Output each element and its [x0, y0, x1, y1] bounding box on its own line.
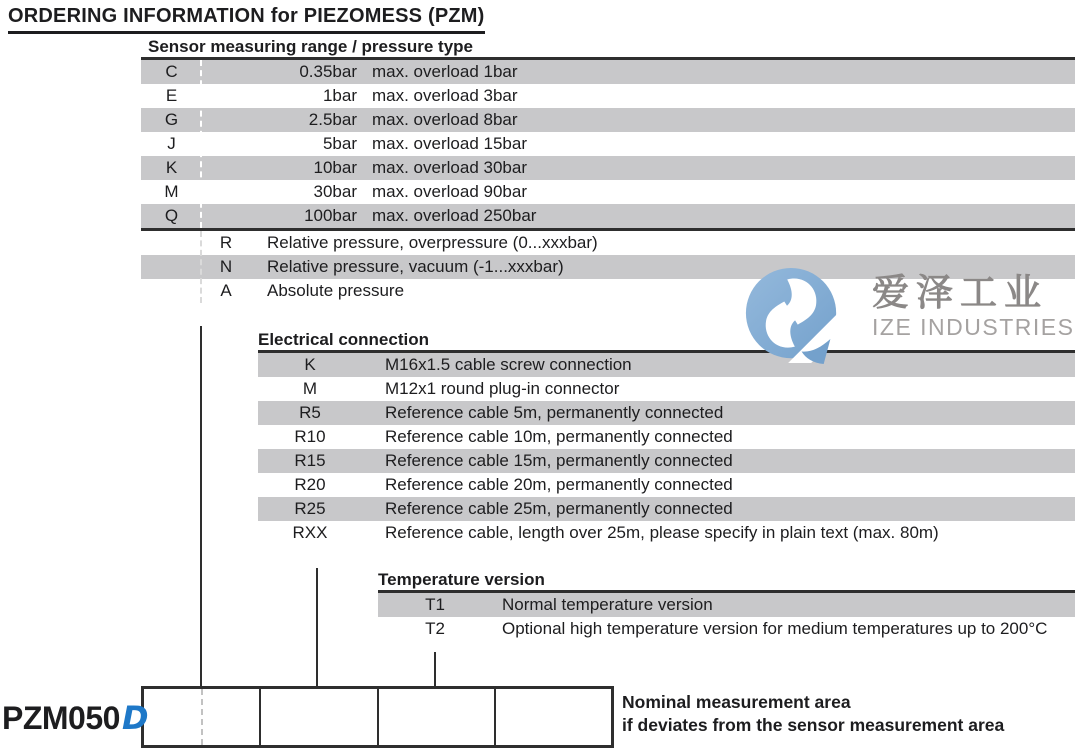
page-title: ORDERING INFORMATION for PIEZOMESS (PZM)	[8, 5, 485, 34]
order-code-boxes	[141, 686, 614, 748]
watermark-text	[872, 273, 1074, 340]
electrical-body	[258, 350, 1075, 545]
electrical-code: R25	[294, 499, 326, 518]
electrical-code: R5	[299, 403, 321, 422]
overload-value: max. overload 250bar	[372, 206, 537, 225]
temperature-code: T2	[425, 619, 445, 638]
order-code-cell-electrical	[261, 689, 378, 745]
pressure-type-code: A	[220, 281, 232, 300]
range-value: 30bar	[313, 182, 357, 201]
order-code-cell-temperature	[379, 689, 496, 745]
nominal-note-line1: Nominal measurement area	[622, 692, 851, 712]
pressure-type-code: R	[219, 233, 233, 252]
table-row	[258, 449, 1075, 473]
range-value: 0.35bar	[299, 62, 357, 81]
overload-value: max. overload 8bar	[372, 110, 518, 129]
model-prefix: PZM050	[2, 700, 120, 736]
table-row	[378, 617, 1075, 641]
table-row	[141, 156, 1075, 180]
nominal-note-line2: if deviates from the sensor measurement area	[622, 715, 1005, 735]
temperature-body	[378, 590, 1075, 641]
overload-value: max. overload 3bar	[372, 86, 518, 105]
order-code-cell-range	[144, 689, 261, 745]
connector-line-electrical	[316, 568, 318, 686]
range-value: 2.5bar	[308, 110, 357, 129]
pressure-type-code: N	[219, 257, 233, 276]
table-row	[258, 497, 1075, 521]
table-row	[141, 84, 1075, 108]
table-row	[141, 204, 1075, 228]
range-code: Q	[164, 206, 179, 225]
range-code: C	[165, 62, 178, 81]
temperature-desc: Normal temperature version	[502, 595, 713, 614]
electrical-desc: Reference cable 10m, permanently connected	[385, 427, 733, 446]
temperature-version-table	[378, 570, 1075, 641]
temperature-code: T1	[425, 595, 445, 614]
table-row	[378, 593, 1075, 617]
model-code	[2, 699, 148, 737]
range-value: 10bar	[313, 158, 357, 177]
electrical-desc: Reference cable 5m, permanently connected	[385, 403, 724, 422]
table-row	[258, 401, 1075, 425]
nominal-area-note	[622, 691, 1004, 737]
table-row	[258, 473, 1075, 497]
column-divider-dashed	[200, 60, 202, 228]
electrical-code: R15	[294, 451, 326, 470]
model-suffix: D	[121, 699, 148, 737]
electrical-desc: Reference cable 25m, permanently connected	[385, 499, 733, 518]
overload-value: max. overload 90bar	[372, 182, 527, 201]
range-value: 100bar	[304, 206, 357, 225]
temperature-heading: Temperature version	[378, 570, 545, 589]
connector-line-temperature	[434, 652, 436, 686]
range-code: M	[164, 182, 179, 201]
electrical-code: R10	[294, 427, 326, 446]
watermark-name-cn: 爱泽工业	[872, 272, 1048, 313]
electrical-desc: Reference cable 20m, permanently connected	[385, 475, 733, 494]
connector-line-measuring-range	[200, 326, 202, 686]
overload-value: max. overload 15bar	[372, 134, 527, 153]
electrical-code: K	[304, 355, 316, 374]
electrical-desc: M16x1.5 cable screw connection	[385, 355, 632, 374]
overload-value: max. overload 30bar	[372, 158, 527, 177]
electrical-desc: Reference cable 15m, permanently connected	[385, 451, 733, 470]
electrical-code: RXX	[292, 523, 328, 542]
electrical-desc: M12x1 round plug-in connector	[385, 379, 620, 398]
measuring-range-body	[141, 57, 1075, 231]
overload-value: max. overload 1bar	[372, 62, 518, 81]
range-value: 5bar	[322, 134, 357, 153]
temperature-desc: Optional high temperature version for medium temperatures up to 200°C	[502, 619, 1048, 638]
table-row	[141, 108, 1075, 132]
watermark	[744, 265, 1080, 365]
table-row	[141, 132, 1075, 156]
cell-divider-dashed	[201, 689, 203, 745]
pressure-type-desc: Relative pressure, overpressure (0...xxxbar)	[267, 233, 598, 252]
electrical-desc: Reference cable, length over 25m, please specify in plain text (max. 80m)	[385, 523, 939, 542]
measuring-range-heading: Sensor measuring range / pressure type	[148, 37, 474, 56]
ize-logo-icon	[744, 266, 840, 364]
range-code: G	[164, 110, 179, 129]
table-row	[141, 180, 1075, 204]
range-value: 1bar	[322, 86, 357, 105]
table-row	[141, 231, 1075, 255]
pressure-type-desc: Relative pressure, vacuum (-1...xxxbar)	[267, 257, 564, 276]
electrical-code: M	[302, 379, 318, 398]
electrical-heading: Electrical connection	[258, 330, 429, 349]
table-row	[258, 521, 1075, 545]
table-row	[258, 377, 1075, 401]
pressure-type-desc: Absolute pressure	[267, 281, 405, 300]
measuring-range-table	[141, 37, 1075, 231]
order-code-cell-nominal	[496, 689, 611, 745]
table-row	[258, 425, 1075, 449]
range-code: J	[167, 134, 176, 153]
watermark-name-en: IZE INDUSTRIES	[872, 314, 1075, 340]
range-code: K	[165, 158, 178, 177]
range-code: E	[165, 86, 178, 105]
electrical-code: R20	[294, 475, 326, 494]
table-row	[141, 60, 1075, 84]
column-divider-dashed	[200, 231, 202, 303]
